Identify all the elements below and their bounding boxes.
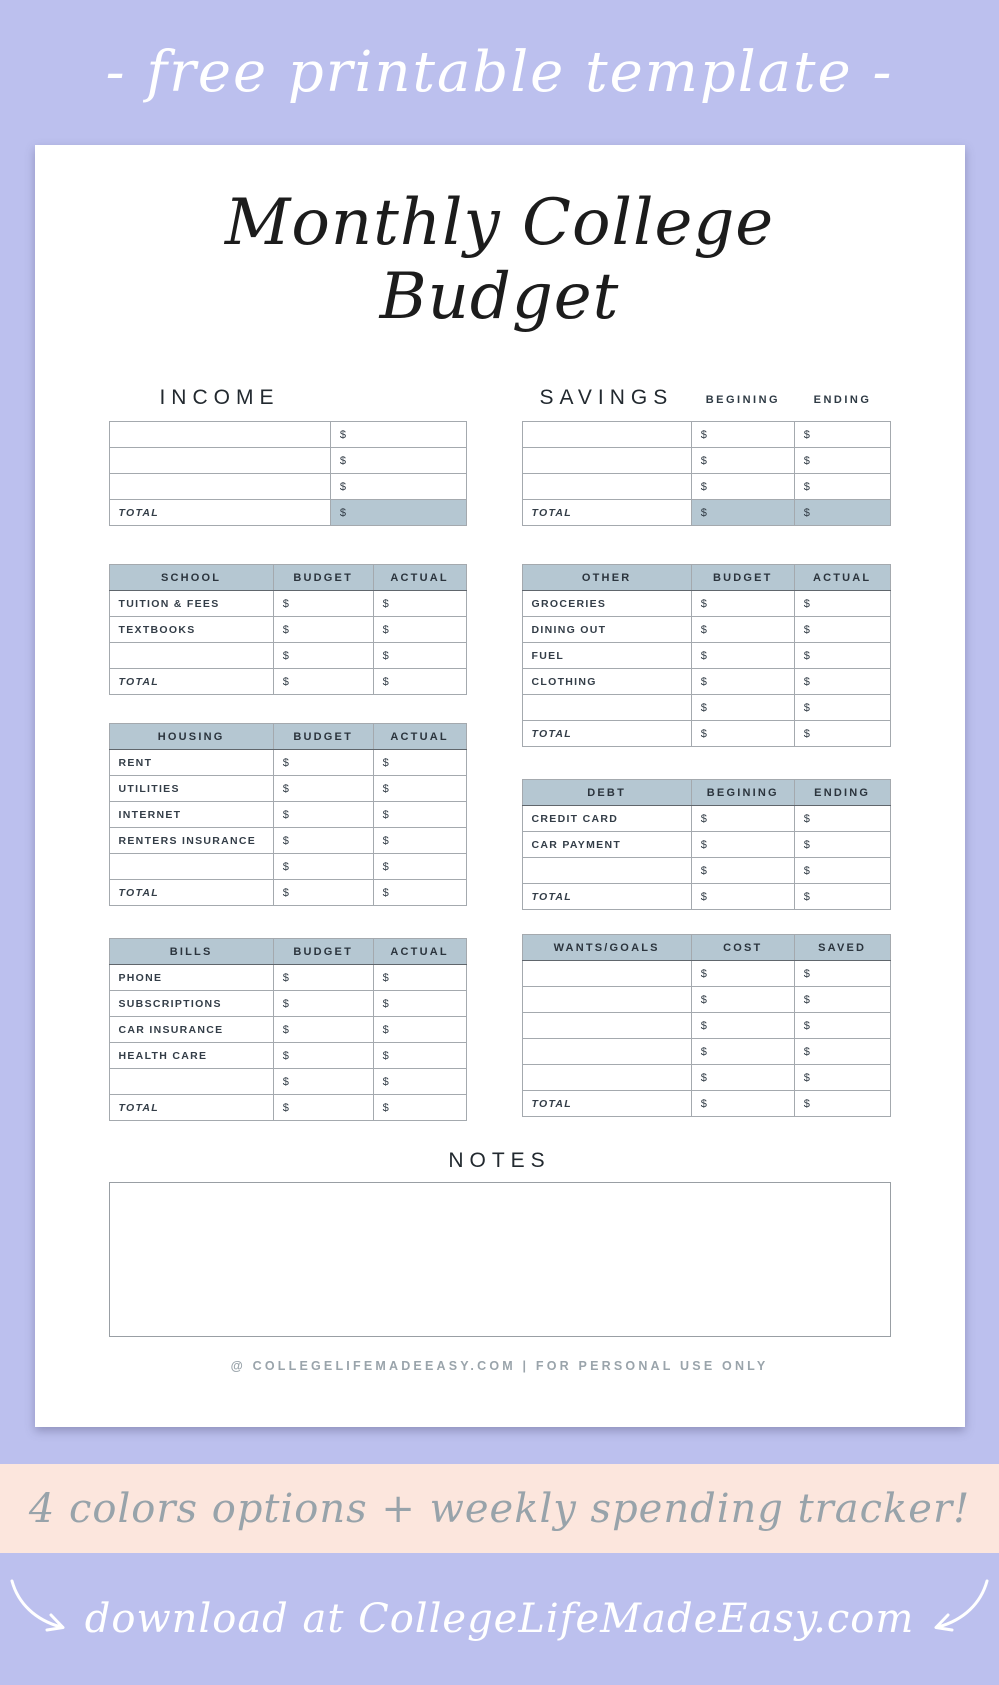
amount-cell: $ (691, 448, 794, 474)
row-label-cell: UTILITIES (109, 776, 273, 802)
bills-table (109, 938, 467, 1121)
header-row (522, 780, 890, 806)
column-header: BUDGET (273, 939, 373, 965)
amount-cell: $ (273, 1095, 373, 1121)
table-row (109, 776, 466, 802)
amount-cell: $ (373, 854, 466, 880)
amount-cell: $ (691, 422, 794, 448)
curved-arrow-left-icon (5, 1577, 71, 1633)
table-row (522, 806, 890, 832)
table-row (109, 500, 466, 526)
amount-cell: $ (794, 500, 890, 526)
row-label-cell: TOTAL (522, 884, 691, 910)
savings-ending-label: ENDING (813, 394, 872, 407)
column-header: SAVED (794, 935, 890, 961)
savings-table (522, 421, 891, 526)
amount-cell: $ (330, 422, 466, 448)
amount-cell: $ (273, 776, 373, 802)
amount-cell: $ (794, 695, 890, 721)
row-label-cell: TOTAL (109, 669, 273, 695)
page-title: Monthly College Budget (224, 186, 775, 334)
row-label-cell (522, 1013, 691, 1039)
amount-cell: $ (273, 1017, 373, 1043)
amount-cell: $ (273, 1043, 373, 1069)
column-header: BEGINING (691, 780, 794, 806)
table-row (522, 884, 890, 910)
table-row (109, 802, 466, 828)
table-row (109, 474, 466, 500)
amount-cell: $ (691, 987, 794, 1013)
amount-cell: $ (794, 422, 890, 448)
row-label-cell: TEXTBOOKS (109, 617, 273, 643)
wants-goals-table (522, 934, 891, 1117)
left-column (109, 386, 467, 1121)
debt-table (522, 779, 891, 910)
table-row (109, 880, 466, 906)
row-label-cell: DINING OUT (522, 617, 691, 643)
table-row (522, 448, 890, 474)
amount-cell: $ (794, 448, 890, 474)
row-label-cell (522, 695, 691, 721)
row-label-cell (109, 1069, 273, 1095)
header-row (522, 935, 890, 961)
table-row (109, 448, 466, 474)
table-row (109, 828, 466, 854)
row-label-cell (522, 961, 691, 987)
amount-cell: $ (373, 828, 466, 854)
amount-cell: $ (691, 806, 794, 832)
row-label-cell: INTERNET (109, 802, 273, 828)
amount-cell: $ (691, 884, 794, 910)
amount-cell: $ (794, 591, 890, 617)
notes-section (109, 1149, 891, 1337)
tables-grid (109, 386, 891, 1121)
amount-cell: $ (691, 858, 794, 884)
column-header: WANTS/GOALS (522, 935, 691, 961)
amount-cell: $ (691, 1065, 794, 1091)
amount-cell: $ (794, 961, 890, 987)
amount-cell: $ (373, 1069, 466, 1095)
amount-cell: $ (794, 832, 890, 858)
header-row (109, 565, 466, 591)
header-row (109, 724, 466, 750)
savings-heading-row (522, 386, 891, 410)
amount-cell: $ (273, 828, 373, 854)
column-header: BUDGET (273, 565, 373, 591)
amount-cell: $ (794, 858, 890, 884)
row-label-cell: CREDIT CARD (522, 806, 691, 832)
row-label-cell: RENT (109, 750, 273, 776)
table-row (522, 591, 890, 617)
column-header: HOUSING (109, 724, 273, 750)
table-row (522, 961, 890, 987)
row-label-cell: TOTAL (109, 500, 330, 526)
page-footer-text: @ COLLEGELIFEMADEEASY.COM | FOR PERSONAL USE ONLY (230, 1359, 769, 1374)
table-row (109, 1043, 466, 1069)
column-header: ENDING (794, 780, 890, 806)
housing-table (109, 723, 467, 906)
amount-cell: $ (273, 591, 373, 617)
amount-cell: $ (273, 991, 373, 1017)
amount-cell: $ (373, 1095, 466, 1121)
top-banner-text: - free printable template - (105, 40, 894, 105)
column-header: BILLS (109, 939, 273, 965)
table-row (109, 750, 466, 776)
curved-arrow-right-icon (928, 1577, 994, 1633)
column-header: BUDGET (691, 565, 794, 591)
other-table (522, 564, 891, 747)
column-header: ACTUAL (373, 939, 466, 965)
amount-cell: $ (794, 1091, 890, 1117)
amount-cell: $ (691, 617, 794, 643)
table-row (109, 991, 466, 1017)
amount-cell: $ (691, 1039, 794, 1065)
amount-cell: $ (794, 669, 890, 695)
notes-heading: NOTES (448, 1149, 551, 1173)
table-row (522, 500, 890, 526)
amount-cell: $ (691, 669, 794, 695)
table-row (522, 617, 890, 643)
amount-cell: $ (691, 474, 794, 500)
savings-begining-label: BEGINING (705, 394, 781, 407)
column-header: COST (691, 935, 794, 961)
amount-cell: $ (330, 500, 466, 526)
amount-cell: $ (273, 617, 373, 643)
amount-cell: $ (691, 500, 794, 526)
row-label-cell (109, 474, 330, 500)
amount-cell: $ (794, 1065, 890, 1091)
column-header: OTHER (522, 565, 691, 591)
column-header: BUDGET (273, 724, 373, 750)
amount-cell: $ (273, 643, 373, 669)
row-label-cell: TUITION & FEES (109, 591, 273, 617)
amount-cell: $ (273, 1069, 373, 1095)
amount-cell: $ (794, 643, 890, 669)
amount-cell: $ (273, 854, 373, 880)
amount-cell: $ (373, 776, 466, 802)
row-label-cell: TOTAL (522, 721, 691, 747)
amount-cell: $ (373, 617, 466, 643)
budget-page (35, 145, 965, 1427)
school-table (109, 564, 467, 695)
amount-cell: $ (794, 806, 890, 832)
column-header: ACTUAL (373, 565, 466, 591)
table-row (522, 1039, 890, 1065)
row-label-cell (522, 1039, 691, 1065)
amount-cell: $ (273, 802, 373, 828)
amount-cell: $ (691, 832, 794, 858)
amount-cell: $ (691, 1091, 794, 1117)
table-row (109, 617, 466, 643)
download-banner (0, 1553, 999, 1685)
peach-banner (0, 1464, 999, 1553)
amount-cell: $ (373, 1043, 466, 1069)
row-label-cell: FUEL (522, 643, 691, 669)
amount-cell: $ (273, 965, 373, 991)
amount-cell: $ (373, 965, 466, 991)
table-row (109, 854, 466, 880)
table-row (522, 422, 890, 448)
row-label-cell: PHONE (109, 965, 273, 991)
amount-cell: $ (373, 591, 466, 617)
amount-cell: $ (373, 643, 466, 669)
table-row (109, 1095, 466, 1121)
table-row (109, 591, 466, 617)
top-banner (0, 0, 999, 145)
savings-heading: SAVINGS (539, 386, 674, 410)
amount-cell: $ (794, 617, 890, 643)
amount-cell: $ (373, 802, 466, 828)
column-header: DEBT (522, 780, 691, 806)
table-row (109, 643, 466, 669)
row-label-cell: CLOTHING (522, 669, 691, 695)
table-row (109, 669, 466, 695)
notes-box (109, 1182, 891, 1337)
peach-banner-text: 4 colors options + weekly spending tracker! (28, 1485, 971, 1532)
table-row (522, 858, 890, 884)
table-row (522, 832, 890, 858)
table-row (522, 669, 890, 695)
header-row (109, 939, 466, 965)
row-label-cell (109, 643, 273, 669)
row-label-cell: SUBSCRIPTIONS (109, 991, 273, 1017)
row-label-cell (522, 448, 691, 474)
table-row (109, 1069, 466, 1095)
table-row (109, 965, 466, 991)
amount-cell: $ (691, 591, 794, 617)
table-row (522, 643, 890, 669)
right-column (522, 386, 891, 1121)
row-label-cell (522, 474, 691, 500)
amount-cell: $ (794, 721, 890, 747)
table-row (522, 1013, 890, 1039)
amount-cell: $ (794, 987, 890, 1013)
amount-cell: $ (373, 750, 466, 776)
row-label-cell: TOTAL (522, 500, 691, 526)
row-label-cell: RENTERS INSURANCE (109, 828, 273, 854)
amount-cell: $ (373, 669, 466, 695)
amount-cell: $ (373, 991, 466, 1017)
income-heading-row (109, 386, 467, 410)
download-banner-text: download at CollegeLifeMadeEasy.com (84, 1596, 915, 1643)
column-header: ACTUAL (373, 724, 466, 750)
amount-cell: $ (794, 884, 890, 910)
amount-cell: $ (794, 1039, 890, 1065)
row-label-cell: TOTAL (109, 880, 273, 906)
row-label-cell (109, 448, 330, 474)
amount-cell: $ (330, 448, 466, 474)
row-label-cell (522, 422, 691, 448)
row-label-cell: CAR INSURANCE (109, 1017, 273, 1043)
table-row (522, 474, 890, 500)
income-heading: INCOME (159, 386, 280, 410)
amount-cell: $ (691, 643, 794, 669)
row-label-cell: TOTAL (109, 1095, 273, 1121)
table-row (522, 1065, 890, 1091)
table-row (522, 1091, 890, 1117)
row-label-cell (522, 987, 691, 1013)
row-label-cell (522, 858, 691, 884)
amount-cell: $ (273, 880, 373, 906)
table-row (522, 721, 890, 747)
amount-cell: $ (691, 695, 794, 721)
amount-cell: $ (273, 669, 373, 695)
income-table (109, 421, 467, 526)
row-label-cell (522, 1065, 691, 1091)
table-row (522, 987, 890, 1013)
amount-cell: $ (691, 961, 794, 987)
row-label-cell: CAR PAYMENT (522, 832, 691, 858)
table-row (109, 422, 466, 448)
table-row (109, 1017, 466, 1043)
amount-cell: $ (373, 1017, 466, 1043)
table-row (522, 695, 890, 721)
amount-cell: $ (691, 1013, 794, 1039)
column-header: SCHOOL (109, 565, 273, 591)
amount-cell: $ (794, 474, 890, 500)
amount-cell: $ (373, 880, 466, 906)
header-row (522, 565, 890, 591)
amount-cell: $ (273, 750, 373, 776)
row-label-cell: HEALTH CARE (109, 1043, 273, 1069)
row-label-cell (109, 422, 330, 448)
row-label-cell: TOTAL (522, 1091, 691, 1117)
amount-cell: $ (330, 474, 466, 500)
amount-cell: $ (794, 1013, 890, 1039)
row-label-cell: GROCERIES (522, 591, 691, 617)
amount-cell: $ (691, 721, 794, 747)
column-header: ACTUAL (794, 565, 890, 591)
row-label-cell (109, 854, 273, 880)
